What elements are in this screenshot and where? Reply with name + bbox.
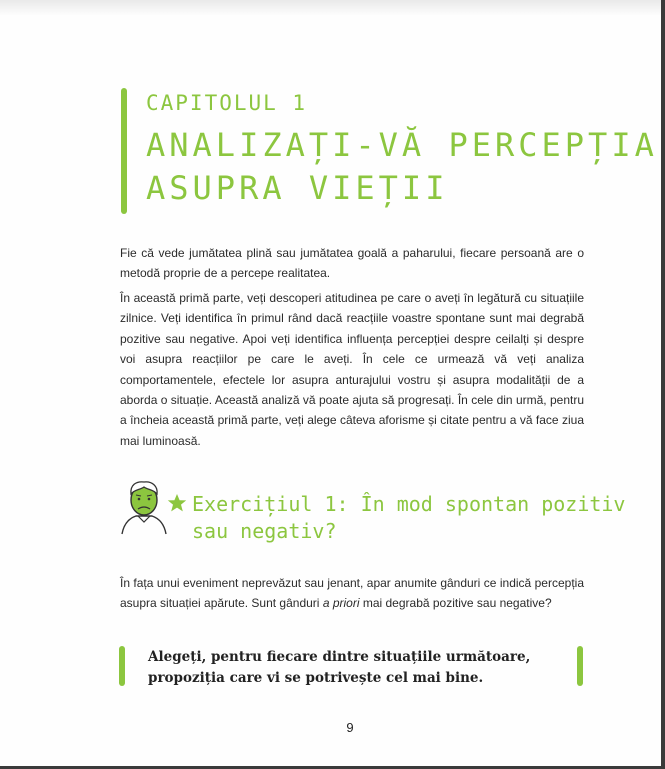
exercise-title-line-1: Exercițiul 1: În mod spontan pozitiv <box>192 492 626 516</box>
instruction-box <box>148 647 573 689</box>
exercise-title-line-2: sau negativ? <box>192 519 337 543</box>
chapter-title <box>146 124 658 210</box>
exercise-paragraph <box>120 573 584 614</box>
page-top-shadow <box>0 0 665 16</box>
exercise-paragraph-italic: a priori <box>322 596 360 611</box>
worried-person-icon <box>118 478 170 536</box>
viewer-border-right <box>661 0 665 769</box>
chapter-title-line-1: ANALIZAȚI-VĂ PERCEPȚIA <box>146 126 658 164</box>
instruction-right-bar <box>577 646 583 686</box>
chapter-label: CAPITOLUL 1 <box>146 91 308 115</box>
instruction-line-1: Alegeți, pentru fiecare dintre situațiile următoare, <box>148 649 531 665</box>
intro-paragraph: Fie că vede jumătatea plină sau jumătatea goală a paharului, fiecare persoană are o metodă proprie de a percepe realitatea. <box>120 246 584 281</box>
star-icon <box>167 493 187 513</box>
description-paragraph: În această primă parte, veți descoperi atitudinea pe care o aveți în legătură cu situațiile zilnice. Veți identifica în primul rând dacă reacțiile voastre spontane sunt mai degrabă pozitive sau negative. Apoi veți identifica influența percepției despre ceilalți și despre voi asupra reacțiilor pe care le aveți. În cele ce urmează vă veți analiza comportamentele, efectele lor asupra anturajului vostru și asupra modalității de a aborda o situație. Această analiză vă poate ajuta să progresați. În cele din urmă, pentru a încheia această primă parte, veți alege câteva aforisme și citate pentru a vă face ziua mai luminoasă. <box>120 291 584 448</box>
instruction-left-bar <box>119 646 125 686</box>
chapter-accent-bar <box>121 88 127 214</box>
exercise-paragraph-text-end: mai degrabă pozitive sau negative? <box>359 596 552 611</box>
exercise-paragraph-text: În fața unui eveniment neprevăzut sau jenant, apar anumite gânduri ce indică percepția asupra situației apărute. Sunt gânduri <box>120 576 584 611</box>
page-number: 9 <box>346 720 354 735</box>
chapter-title-line-2: ASUPRA VIEȚII <box>146 169 449 207</box>
exercise-title <box>192 491 626 545</box>
instruction-line-2: propoziția care vi se potrivește cel mai bine. <box>148 670 484 686</box>
